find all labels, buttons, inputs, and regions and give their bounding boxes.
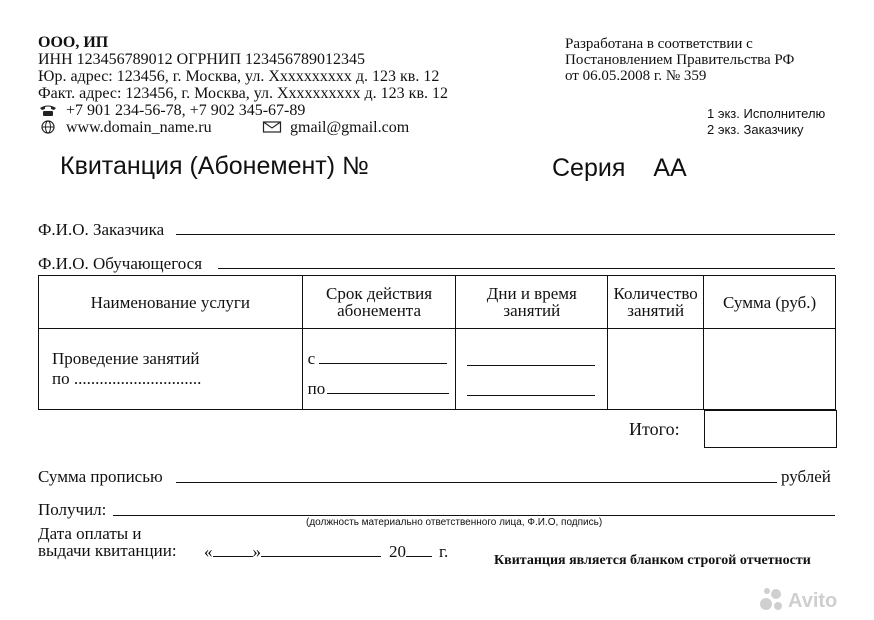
avito-logo: [758, 584, 866, 614]
copies-note: [707, 106, 825, 138]
copy-line: 1 экз. Исполнителю: [707, 106, 826, 121]
day-field[interactable]: [213, 556, 253, 557]
header-sum: Сумма (руб.): [704, 276, 836, 329]
header-count: Количество занятий: [608, 276, 704, 329]
validity-to[interactable]: по: [308, 379, 450, 399]
phones: +7 901 234-56-78, +7 902 345-67-89: [66, 102, 306, 119]
sum-words-label: Сумма прописью: [38, 467, 163, 486]
year-field[interactable]: [406, 556, 432, 557]
regulation-line: Разработана в соответствии с: [565, 36, 753, 52]
contacts-line: [38, 119, 448, 136]
envelope-icon: [262, 120, 282, 134]
phones-line: [38, 102, 448, 119]
company-name: ООО, ИП: [38, 34, 109, 51]
strict-reporting-note: Квитанция является бланком строгой отчетности: [494, 553, 811, 568]
total-field[interactable]: [704, 410, 837, 448]
company-inn: ИНН 123456789012 ОГРНИП 123456789012345: [38, 51, 366, 68]
table-row: [39, 329, 836, 410]
regulation-line: Постановлением Правительства РФ: [565, 52, 795, 68]
email[interactable]: gmail@gmail.com: [290, 119, 410, 136]
cell-days: [456, 329, 608, 410]
date-label-line: выдачи квитанции:: [38, 541, 177, 560]
rubles-label: рублей: [781, 467, 831, 486]
cell-count[interactable]: [608, 329, 704, 410]
service-subject-field[interactable]: по ..............................: [52, 369, 202, 388]
actual-address: Факт. адрес: 123456, г. Москва, ул. Хххххххххх д. 123 кв. 12: [38, 85, 448, 102]
services-table: [38, 275, 836, 410]
received-hint: (должность материально ответственного лица, Ф.И.О, подпись): [306, 517, 603, 528]
receipt-title: Квитанция (Абонемент) №: [60, 152, 369, 180]
website[interactable]: www.domain_name.ru: [66, 119, 212, 136]
regulation-note: [565, 36, 794, 84]
series-label: Серия: [552, 154, 626, 182]
total-label: Итого:: [629, 419, 680, 439]
student-label: Ф.И.О. Обучающегося: [38, 254, 203, 273]
month-field[interactable]: [261, 556, 381, 557]
globe-icon: [38, 120, 58, 134]
header-service: Наименование услуги: [39, 276, 303, 329]
legal-address: Юр. адрес: 123456, г. Москва, ул. Хххххххххх д. 123 кв. 12: [38, 68, 440, 85]
cell-service: [39, 329, 303, 410]
regulation-line: от 06.05.2008 г. № 359: [565, 68, 707, 84]
company-block: [38, 34, 448, 136]
service-name: Проведение занятий: [52, 349, 200, 368]
date-fields: « » 20 г.: [204, 542, 449, 561]
cell-sum[interactable]: [704, 329, 836, 410]
received-label: Получил:: [38, 500, 107, 519]
validity-from[interactable]: с: [308, 349, 448, 369]
days-field-1[interactable]: [467, 365, 595, 366]
date-label-line: Дата оплаты и: [38, 524, 142, 543]
received-field[interactable]: [113, 515, 835, 516]
copy-line: 2 экз. Заказчику: [707, 122, 804, 137]
student-name-field[interactable]: [218, 268, 835, 269]
sum-words-field[interactable]: [176, 482, 777, 483]
customer-label: Ф.И.О. Заказчика: [38, 220, 165, 239]
watermark-text: Avito: [788, 590, 838, 612]
header-validity: Срок действия абонемента: [302, 276, 456, 329]
header-days: Дни и время занятий: [456, 276, 608, 329]
table-header-row: [39, 276, 836, 329]
series: [552, 154, 687, 183]
date-label: [38, 525, 177, 559]
phone-icon: [38, 103, 58, 117]
series-value: АА: [653, 154, 687, 182]
customer-name-field[interactable]: [176, 234, 835, 235]
days-field-2[interactable]: [467, 395, 595, 396]
cell-validity: [302, 329, 456, 410]
